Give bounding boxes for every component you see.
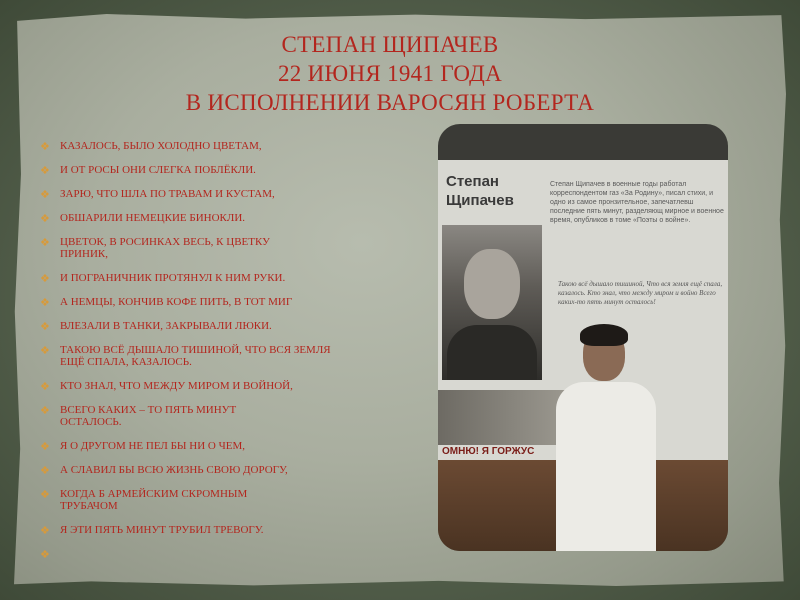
screen-quote-text: Такою всё дышало тишиной, Что вся земля ещё спала, казалось. Кто знал, что между миром и войно Всего каких-то пять минут осталось! (558, 280, 723, 306)
poem-line: ❖ Я ЭТИ ПЯТЬ МИНУТ ТРУБИЛ ТРЕВОГУ. (40, 524, 264, 537)
bullet-icon: ❖ (40, 189, 50, 201)
bullet-icon: ❖ (40, 165, 50, 177)
poem-line: ❖ КОГДА Б АРМЕЙСКИМ СКРОМНЫМ ТРУБАЧОМ (40, 488, 248, 512)
performer-body (556, 382, 656, 551)
poem-line: ❖ КАЗАЛОСЬ, БЫЛО ХОЛОДНО ЦВЕТАМ, (40, 140, 262, 153)
poem-line: ❖ ВСЕГО КАКИХ – ТО ПЯТЬ МИНУТ ОСТАЛОСЬ. (40, 404, 237, 428)
bullet-icon: ❖ (40, 237, 50, 249)
poem-line: ❖ И ПОГРАНИЧНИК ПРОТЯНУЛ К НИМ РУКИ. (40, 272, 286, 285)
screen-bio-text: Степан Щипачев в военные годы работал корреспондентом газ «За Родину», писал стихи, и одно из самое пронзительное, запечатлевш последние пять минут, разделяющ мирное и военное время, опубликов в томе «Поэты о войне». (550, 181, 724, 224)
bullet-icon: ❖ (40, 141, 50, 153)
title-author: СТЕПАН ЩИПАЧЕВ (281, 32, 499, 57)
poem-line: ❖ ТАКОЮ ВСЁ ДЫШАЛО ТИШИНОЙ, ЧТО ВСЯ ЗЕМЛЯ ЕЩЁ СПАЛА, КАЗАЛОСЬ. (40, 344, 331, 368)
bullet-icon: ❖ (40, 297, 50, 309)
poem-line: ❖ А НЕМЦЫ, КОНЧИВ КОФЕ ПИТЬ, В ТОТ МИГ (40, 296, 293, 309)
bullet-icon: ❖ (40, 405, 50, 417)
bullet-icon: ❖ (40, 525, 50, 537)
title-poem: 22 ИЮНЯ 1941 ГОДА (277, 61, 503, 86)
slide-title (130, 30, 650, 117)
performer-photo (438, 124, 728, 551)
bullet-icon: ❖ (40, 213, 50, 225)
poem-line: ❖ А СЛАВИЛ БЫ ВСЮ ЖИЗНЬ СВОЮ ДОРОГУ, (40, 464, 288, 477)
bullet-icon: ❖ (40, 489, 50, 501)
bullet-icon: ❖ (40, 345, 50, 357)
title-performer: В ИСПОЛНЕНИИ ВАРОСЯН РОБЕРТА (185, 90, 595, 115)
poem-line: ❖ Я О ДРУГОМ НЕ ПЕЛ БЫ НИ О ЧЕМ, (40, 440, 246, 453)
poem-line: ❖ ОБШАРИЛИ НЕМЕЦКИЕ БИНОКЛИ. (40, 212, 246, 225)
poem-line: ❖ ЗАРЮ, ЧТО ШЛА ПО ТРАВАМ И КУСТАМ, (40, 188, 275, 201)
poem-line: ❖ ВЛЕЗАЛИ В ТАНКИ, ЗАКРЫВАЛИ ЛЮКИ. (40, 320, 272, 333)
author-portrait (442, 225, 542, 380)
poem-line: ❖ И ОТ РОСЫ ОНИ СЛЕГКА ПОБЛЁКЛИ. (40, 164, 256, 177)
poem-list (40, 140, 340, 561)
bullet-icon: ❖ (40, 381, 50, 393)
bullet-icon: ❖ (40, 321, 50, 333)
bullet-icon: ❖ (40, 465, 50, 477)
bullet-icon: ❖ (40, 273, 50, 285)
performer-hair (580, 324, 628, 346)
bullet-icon: ❖ (40, 441, 50, 453)
screen-author-name: Степан Щипачев (446, 173, 514, 209)
screen-banner-text: ОМНЮ! Я ГОРЖУС (442, 446, 535, 457)
poem-line: ❖ ЦВЕТОК, В РОСИНКАХ ВЕСЬ, К ЦВЕТКУ ПРИНИК, (40, 236, 270, 260)
poem-line: ❖ КТО ЗНАЛ, ЧТО МЕЖДУ МИРОМ И ВОЙНОЙ, (40, 380, 293, 393)
bullet-icon: ❖ (40, 549, 50, 561)
